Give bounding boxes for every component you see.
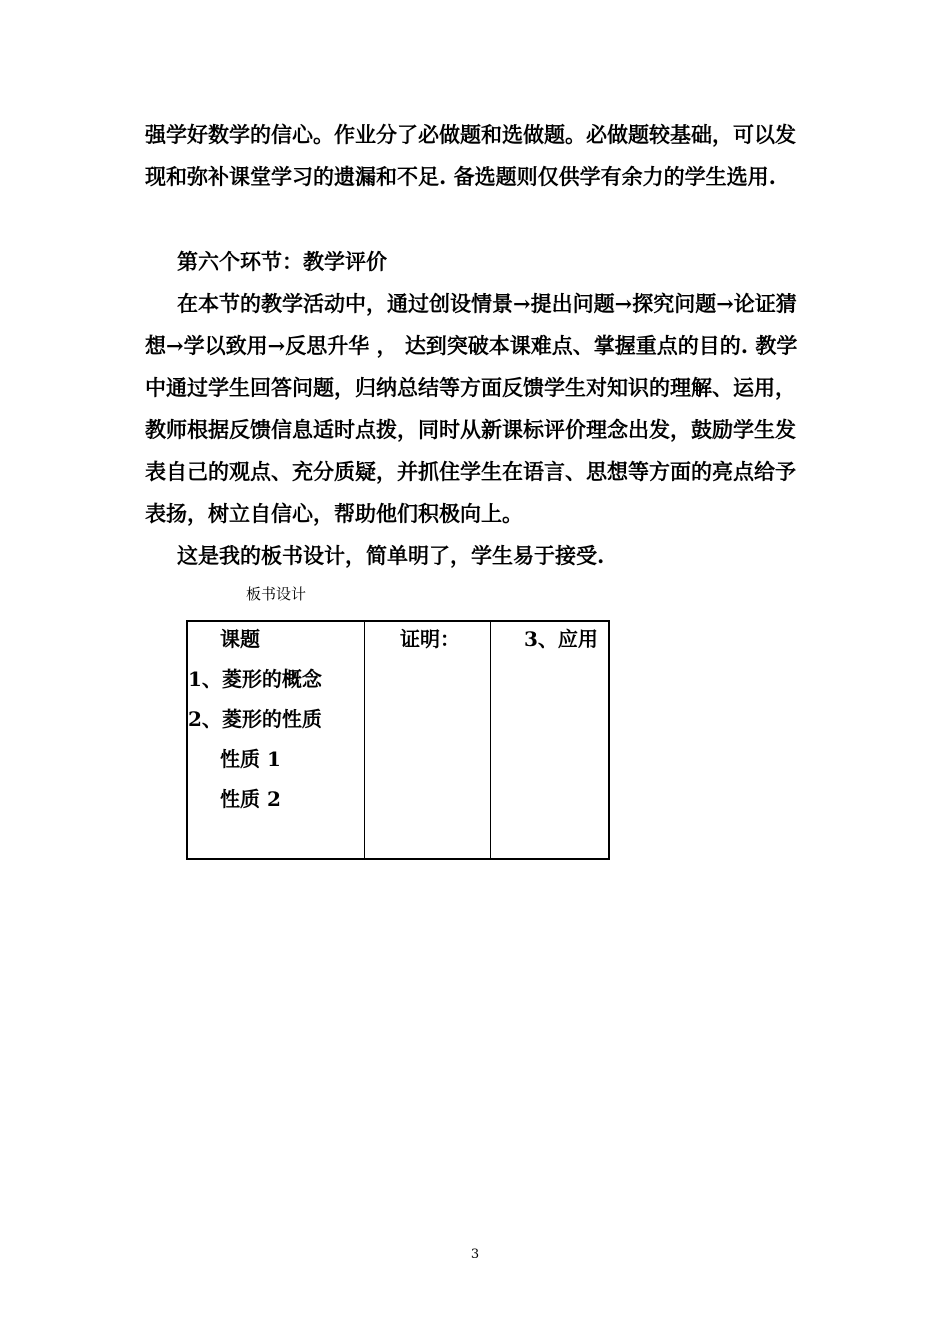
- board-application-label: 3、应用: [524, 627, 598, 651]
- board-item-properties: 2、菱形的性质: [188, 707, 322, 731]
- board-caption: 板书设计: [246, 585, 307, 603]
- board-item-property-1: 性质 1: [220, 747, 281, 771]
- board-topic-label: 课题: [220, 627, 260, 651]
- paragraph-homework: 强学好数学的信心。作业分了必做题和选做题。必做题较基础，可以发现和弥补课堂学习的遗漏和不足. 备选题则仅供学有余力的学生选用.: [145, 122, 796, 189]
- board-item-property-2: 性质 2: [220, 787, 281, 811]
- blackboard-design-table: [186, 620, 610, 860]
- page-number: 3: [470, 1247, 480, 1262]
- board-proof-label: 证明：: [400, 627, 460, 651]
- board-item-concept: 1、菱形的概念: [188, 667, 322, 691]
- column-divider: [364, 622, 365, 858]
- paragraph-board-intro: 这是我的板书设计，简单明了，学生易于接受.: [177, 543, 605, 568]
- paragraph-evaluation: 在本节的教学活动中，通过创设情景→提出问题→探究问题→论证猜想→学以致用→反思升华 ， 达到突破本课难点、掌握重点的目的. 教学中通过学生回答问题，归纳总结等方面反馈学生对知识的理解、运用，教师根据反馈信息适时点拨，同时从新课标评价理念出发，鼓励学生发表自己的观点、充分质疑，并抓住学生在语言、思想等方面的亮点给予表扬，树立自信心，帮助他们积极向上。: [145, 291, 798, 526]
- section-heading-evaluation: 第六个环节：教学评价: [177, 249, 387, 274]
- column-divider: [490, 622, 491, 858]
